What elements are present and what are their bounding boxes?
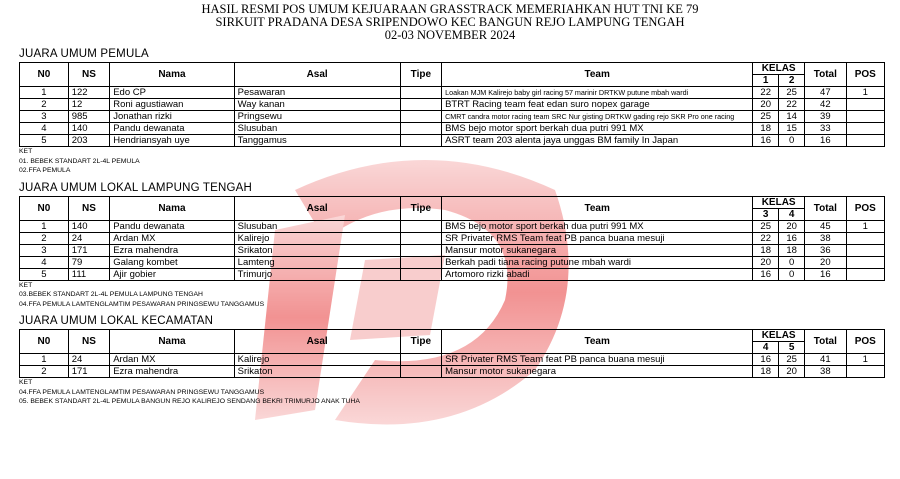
table-row — [20, 366, 885, 378]
table-row — [20, 87, 885, 99]
col-nama-header: Nama — [110, 196, 234, 220]
col-ns-header: NS — [68, 196, 109, 220]
col-no-header: N0 — [20, 196, 69, 220]
results-table — [19, 62, 885, 147]
cell-nama: Pandu dewanata — [110, 220, 234, 232]
cell-kelas-1: 18 — [753, 123, 779, 135]
header-row — [20, 330, 885, 342]
section-title: JUARA UMUM LOKAL LAMPUNG TENGAH — [19, 181, 253, 194]
cell-no: 1 — [20, 87, 69, 99]
cell-ns: 203 — [68, 135, 109, 147]
ket-line: 03.BEBEK STANDART 2L-4L PEMULA LAMPUNG TENGAH — [19, 291, 203, 298]
col-total-header: Total — [805, 196, 846, 220]
cell-ns: 140 — [68, 220, 109, 232]
cell-total: 45 — [805, 220, 846, 232]
col-kelas-header: KELAS — [753, 63, 805, 75]
cell-no: 1 — [20, 220, 69, 232]
cell-kelas-2: 20 — [779, 220, 805, 232]
cell-team: SR Privater RMS Team feat PB panca buana mesuji — [442, 354, 753, 366]
cell-no: 2 — [20, 232, 69, 244]
cell-kelas-2: 20 — [779, 366, 805, 378]
table-row — [20, 123, 885, 135]
ket-line: 04.FFA PEMULA LAMTENGLAMTIM PESAWARAN PRINGSEWU TANGGAMUS — [19, 388, 265, 396]
cell-asal: Kalirejo — [234, 232, 400, 244]
results-table — [19, 329, 885, 378]
cell-team: SR Privater RMS Team feat PB panca buana mesuji — [442, 232, 753, 244]
ket-label: KET — [19, 148, 33, 155]
header-title: HASIL RESMI POS UMUM KEJUARAAN GRASSTRACK MEMERIAHKAN HUT TNI KE 79 — [201, 2, 699, 16]
col-nama-header: Nama — [110, 330, 234, 354]
results-table — [19, 196, 885, 281]
cell-kelas-1: 22 — [753, 87, 779, 99]
cell-pos: 1 — [846, 87, 884, 99]
cell-tipe — [400, 111, 441, 123]
cell-nama: Ardan MX — [110, 354, 234, 366]
cell-total: 38 — [805, 232, 846, 244]
cell-tipe — [400, 244, 441, 256]
cell-tipe — [400, 354, 441, 366]
col-tipe-header: Tipe — [400, 330, 441, 354]
cell-asal: Trimurjo — [234, 268, 400, 280]
cell-nama: Pandu dewanata — [110, 123, 234, 135]
cell-kelas-2: 16 — [779, 232, 805, 244]
cell-kelas-2: 14 — [779, 111, 805, 123]
cell-kelas-2: 0 — [779, 256, 805, 268]
cell-asal: Way kanan — [234, 99, 400, 111]
cell-no: 5 — [20, 268, 69, 280]
cell-tipe — [400, 256, 441, 268]
cell-kelas-1: 22 — [753, 232, 779, 244]
cell-team: BMS bejo motor sport berkah dua putri 991 MX — [442, 123, 753, 135]
cell-kelas-2: 18 — [779, 244, 805, 256]
ket-line: 02.FFA PEMULA — [19, 167, 71, 174]
cell-team: BMS bejo motor sport berkah dua putri 991 MX — [442, 220, 753, 232]
ket-line: 04.FFA PEMULA LAMTENGLAMTIM PESAWARAN PRINGSEWU TANGGAMUS — [19, 300, 265, 308]
header-row — [20, 63, 885, 75]
cell-team: Mansur motor sukanegara — [442, 366, 753, 378]
cell-kelas-1: 20 — [753, 256, 779, 268]
cell-ns: 985 — [68, 111, 109, 123]
col-tipe-header: Tipe — [400, 196, 441, 220]
col-team-header: Team — [442, 196, 753, 220]
kelas-number: 4 — [779, 208, 805, 220]
col-asal-header: Asal — [234, 63, 400, 87]
cell-no: 4 — [20, 256, 69, 268]
col-ns-header: NS — [68, 330, 109, 354]
col-kelas-header: KELAS — [753, 330, 805, 342]
kelas-number: 2 — [779, 75, 805, 87]
col-no-header: N0 — [20, 330, 69, 354]
cell-pos: 1 — [846, 220, 884, 232]
cell-kelas-2: 0 — [779, 268, 805, 280]
cell-pos: 1 — [846, 354, 884, 366]
table-row — [20, 354, 885, 366]
col-kelas-header: KELAS — [753, 196, 805, 208]
col-pos-header: POS — [846, 330, 884, 354]
ket-notes — [19, 147, 900, 176]
table-row — [20, 111, 885, 123]
cell-total: 39 — [805, 111, 846, 123]
ket-notes — [19, 378, 900, 407]
cell-asal: Srikaton — [234, 244, 400, 256]
cell-total: 16 — [805, 268, 846, 280]
header-date: 02-03 NOVEMBER 2024 — [384, 28, 516, 42]
cell-no: 4 — [20, 123, 69, 135]
cell-pos — [846, 232, 884, 244]
cell-pos — [846, 366, 884, 378]
cell-tipe — [400, 99, 441, 111]
ket-notes — [19, 281, 900, 310]
cell-team: Loakan MJM Kalirejo baby girl racing 57 marinir DRTKW putune mbah wardi — [442, 87, 753, 99]
cell-tipe — [400, 366, 441, 378]
cell-kelas-1: 16 — [753, 354, 779, 366]
cell-nama: Jonathan rizki — [110, 111, 234, 123]
cell-tipe — [400, 268, 441, 280]
cell-total: 41 — [805, 354, 846, 366]
cell-pos — [846, 123, 884, 135]
ket-line: 01. BEBEK STANDART 2L-4L PEMULA — [19, 157, 140, 165]
ket-label: KET — [19, 281, 33, 289]
cell-kelas-1: 18 — [753, 366, 779, 378]
cell-nama: Ezra mahendra — [110, 244, 234, 256]
cell-kelas-2: 22 — [779, 99, 805, 111]
cell-ns: 79 — [68, 256, 109, 268]
cell-nama: Galang kombet — [110, 256, 234, 268]
section-title: JUARA UMUM PEMULA — [19, 48, 149, 60]
cell-nama: Ardan MX — [110, 232, 234, 244]
cell-team: CMRT candra motor racing team SRC Nur gisting DRTKW gading rejo SKR Pro one racing — [442, 111, 753, 123]
ket-line: 05. BEBEK STANDART 2L-4L PEMULA BANGUN REJO KALIREJO SENDANG BEKRI TRIMURJO ANAK TUHA — [19, 398, 360, 405]
cell-total: 36 — [805, 244, 846, 256]
col-pos-header: POS — [846, 63, 884, 87]
cell-asal: Slusuban — [234, 123, 400, 135]
cell-kelas-1: 18 — [753, 244, 779, 256]
col-no-header: N0 — [20, 63, 69, 87]
kelas-number: 4 — [753, 342, 779, 354]
cell-nama: Hendriansyah uye — [110, 135, 234, 147]
table-row — [20, 268, 885, 280]
col-total-header: Total — [805, 63, 846, 87]
cell-no: 5 — [20, 135, 69, 147]
col-pos-header: POS — [846, 196, 884, 220]
cell-kelas-2: 15 — [779, 123, 805, 135]
kelas-number: 1 — [753, 75, 779, 87]
cell-team: Berkah padi tiana racing putune mbah wardi — [442, 256, 753, 268]
cell-tipe — [400, 220, 441, 232]
cell-kelas-1: 16 — [753, 268, 779, 280]
cell-asal: Srikaton — [234, 366, 400, 378]
cell-asal: Kalirejo — [234, 354, 400, 366]
kelas-number: 5 — [779, 342, 805, 354]
cell-asal: Slusuban — [234, 220, 400, 232]
col-team-header: Team — [442, 63, 753, 87]
cell-ns: 24 — [68, 354, 109, 366]
col-asal-header: Asal — [234, 196, 400, 220]
cell-kelas-1: 16 — [753, 135, 779, 147]
kelas-number: 3 — [753, 208, 779, 220]
cell-pos — [846, 111, 884, 123]
cell-kelas-2: 25 — [779, 87, 805, 99]
table-row — [20, 256, 885, 268]
cell-total: 47 — [805, 87, 846, 99]
cell-asal: Pesawaran — [234, 87, 400, 99]
cell-team: Artomoro rizki abadi — [442, 268, 753, 280]
cell-no: 2 — [20, 99, 69, 111]
col-tipe-header: Tipe — [400, 63, 441, 87]
cell-ns: 171 — [68, 366, 109, 378]
cell-no: 1 — [20, 354, 69, 366]
cell-ns: 111 — [68, 268, 109, 280]
cell-pos — [846, 135, 884, 147]
table-row — [20, 99, 885, 111]
table-row — [20, 244, 885, 256]
cell-kelas-2: 0 — [779, 135, 805, 147]
cell-tipe — [400, 135, 441, 147]
cell-asal: Tanggamus — [234, 135, 400, 147]
cell-pos — [846, 268, 884, 280]
cell-kelas-1: 20 — [753, 99, 779, 111]
cell-total: 42 — [805, 99, 846, 111]
cell-ns: 171 — [68, 244, 109, 256]
cell-ns: 12 — [68, 99, 109, 111]
cell-total: 33 — [805, 123, 846, 135]
cell-kelas-2: 25 — [779, 354, 805, 366]
col-asal-header: Asal — [234, 330, 400, 354]
cell-pos — [846, 99, 884, 111]
header-venue: SIRKUIT PRADANA DESA SRIPENDOWO KEC BANGUN REJO LAMPUNG TENGAH — [215, 15, 685, 29]
cell-tipe — [400, 123, 441, 135]
cell-team: BTRT Racing team feat edan suro nopex garage — [442, 99, 753, 111]
cell-ns: 24 — [68, 232, 109, 244]
cell-nama: Edo CP — [110, 87, 234, 99]
cell-ns: 122 — [68, 87, 109, 99]
cell-pos — [846, 244, 884, 256]
col-ns-header: NS — [68, 63, 109, 87]
cell-asal: Lamteng — [234, 256, 400, 268]
cell-asal: Pringsewu — [234, 111, 400, 123]
cell-no: 3 — [20, 244, 69, 256]
col-total-header: Total — [805, 330, 846, 354]
cell-nama: Ezra mahendra — [110, 366, 234, 378]
cell-team: ASRT team 203 alenta jaya unggas BM family In Japan — [442, 135, 753, 147]
ket-label: KET — [19, 379, 33, 386]
cell-nama: Roni agustiawan — [110, 99, 234, 111]
table-row — [20, 135, 885, 147]
document-header — [0, 0, 900, 42]
section-title: JUARA UMUM LOKAL KECAMATAN — [19, 315, 214, 327]
cell-kelas-1: 25 — [753, 111, 779, 123]
cell-no: 3 — [20, 111, 69, 123]
cell-no: 2 — [20, 366, 69, 378]
cell-ns: 140 — [68, 123, 109, 135]
cell-tipe — [400, 87, 441, 99]
cell-total: 20 — [805, 256, 846, 268]
table-row — [20, 220, 885, 232]
cell-team: Mansur motor sukanegara — [442, 244, 753, 256]
cell-total: 16 — [805, 135, 846, 147]
col-team-header: Team — [442, 330, 753, 354]
header-row — [20, 196, 885, 208]
cell-pos — [846, 256, 884, 268]
cell-kelas-1: 25 — [753, 220, 779, 232]
cell-nama: Ajir gobier — [110, 268, 234, 280]
col-nama-header: Nama — [110, 63, 234, 87]
table-row — [20, 232, 885, 244]
cell-total: 38 — [805, 366, 846, 378]
cell-tipe — [400, 232, 441, 244]
